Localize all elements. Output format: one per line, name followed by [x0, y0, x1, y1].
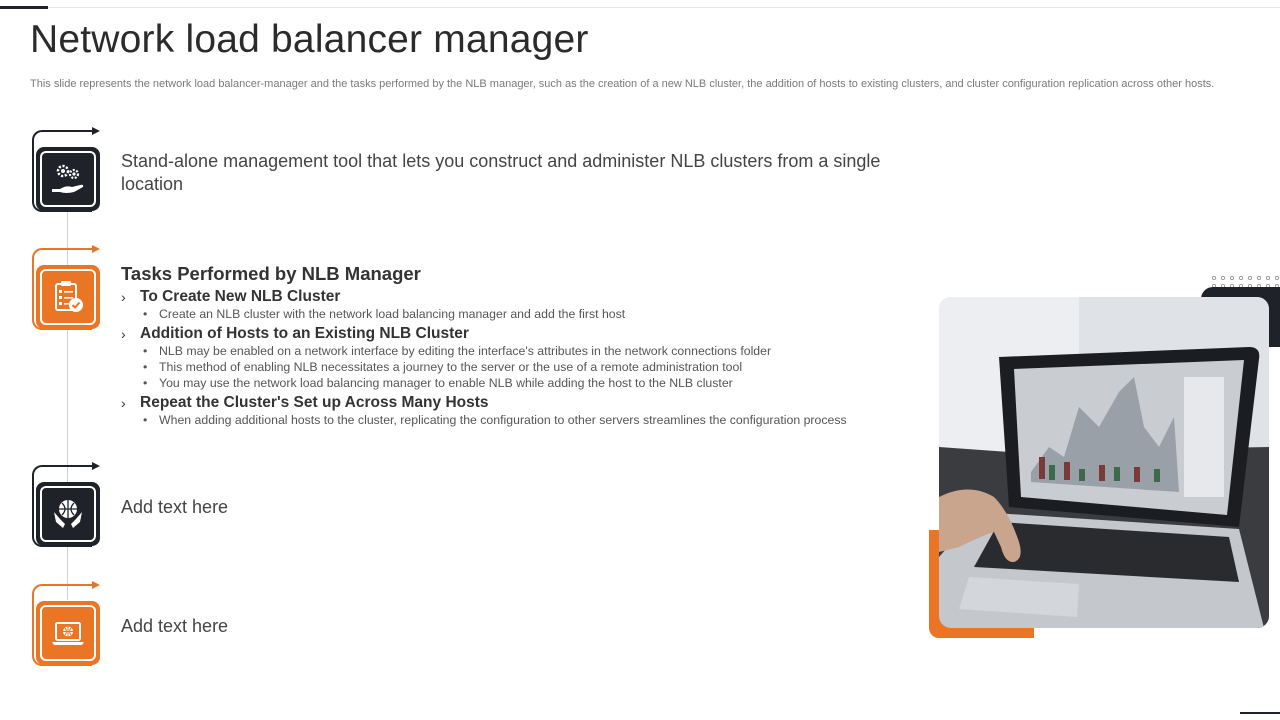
chevron-right-icon: ›	[121, 289, 126, 305]
timeline-item-3	[32, 465, 100, 547]
bullet-icon: •	[143, 376, 148, 390]
item-4-text: Add text here	[121, 616, 229, 636]
hand-gears-icon	[40, 151, 96, 207]
top-divider	[0, 7, 1280, 8]
timeline-item-4	[32, 584, 100, 666]
task-heading: › Addition of Hosts to an Existing NLB Cluster	[121, 325, 469, 342]
task-bullet: • This method of enabling NLB necessitates a journey to the server or the use of a remote administration tool	[143, 360, 743, 374]
bottom-accent-bar	[1240, 712, 1280, 714]
task-bullet: • Create an NLB cluster with the network load balancing manager and add the first host	[143, 307, 626, 321]
laptop-globe-icon	[40, 605, 96, 661]
chevron-right-icon: ›	[121, 326, 126, 342]
task-heading: › Repeat the Cluster's Set up Across Many Hosts	[121, 394, 489, 411]
chevron-right-icon: ›	[121, 395, 126, 411]
bullet-icon: •	[143, 360, 148, 374]
task-bullet: • You may use the network load balancing manager to enable NLB while adding the host to the NLB cluster	[143, 376, 733, 390]
task-heading: › To Create New NLB Cluster	[121, 288, 341, 305]
tasks-section	[121, 262, 911, 428]
item-1-text: Stand-alone management tool that lets you construct and administer NLB clusters from a single location	[121, 151, 881, 194]
laptop-chart-photo	[939, 297, 1269, 628]
page-subtitle: This slide represents the network load balancer-manager and the tasks performed by the NLB manager, such as the creation of a new NLB cluster, the addition of hosts to existing clusters, and cluster configuration replication across other hosts.	[30, 78, 1215, 90]
tasks-title: Tasks Performed by NLB Manager	[121, 263, 421, 284]
clipboard-check-icon	[40, 269, 96, 325]
timeline-item-2	[32, 248, 100, 330]
page-title: Network load balancer manager	[30, 18, 589, 61]
top-accent-bar	[0, 6, 48, 9]
timeline-item-1	[32, 130, 100, 212]
item-3-text: Add text here	[121, 497, 229, 517]
task-bullet: • When adding additional hosts to the cluster, replicating the configuration to other servers streamlines the configuration process	[143, 413, 847, 427]
bullet-icon: •	[143, 307, 148, 321]
bullet-icon: •	[143, 413, 148, 427]
bullet-icon: •	[143, 344, 148, 358]
hands-globe-icon	[40, 486, 96, 542]
task-bullet: • NLB may be enabled on a network interface by editing the interface's attributes in the network connections folder	[143, 344, 772, 358]
